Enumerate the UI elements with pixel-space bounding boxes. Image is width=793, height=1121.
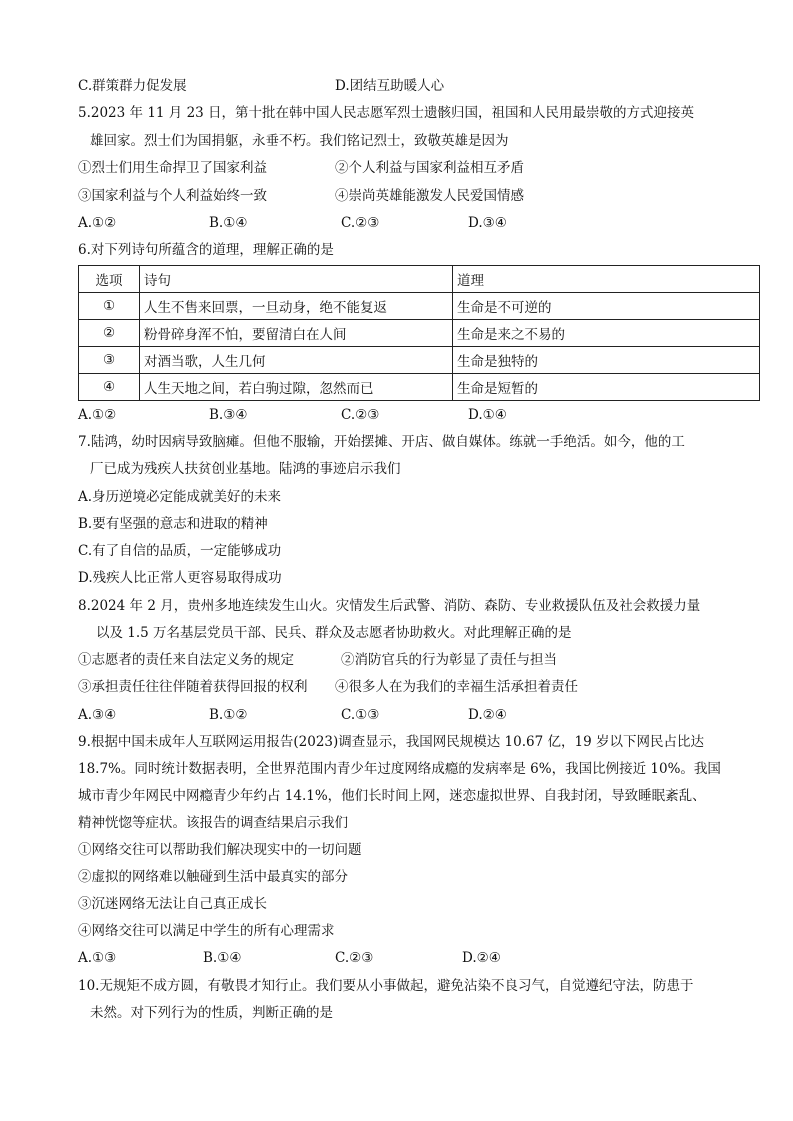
q9-option-a: A.①③ (78, 950, 117, 966)
q8-stem-line2: 以及 1.5 万名基层党员干部、民兵、群众及志愿者协助救火。对此理解正确的是 (96, 625, 572, 641)
q7-option-a: A.身历逆境必定能成就美好的未来 (78, 489, 282, 505)
row-option: ② (79, 320, 140, 347)
q7-option-d: D.残疾人比正常人更容易取得成功 (78, 570, 282, 586)
q9-stem-line4: 精神恍惚等症状。该报告的调查结果启示我们 (78, 815, 348, 831)
q10-stem-line1: 10.无规矩不成方圆，有敬畏才知行止。我们要从小事做起，避免沾染不良习气，自觉遵纪守法，防患于 (78, 978, 694, 994)
q4-option-c: C.群策群力促发展 (78, 78, 187, 94)
row-poem: 粉骨碎身浑不怕，要留清白在人间 (140, 320, 453, 347)
q8-option-c: C.①③ (341, 707, 380, 723)
row-poem: 对酒当歌，人生几何 (140, 347, 453, 374)
q5-statement-1: ①烈士们用生命捍卫了国家利益 (78, 160, 267, 176)
table-row (79, 293, 760, 320)
header-poem: 诗句 (140, 266, 453, 293)
q7-option-c: C.有了自信的品质，一定能够成功 (78, 543, 282, 559)
q7-stem-line2: 厂已成为残疾人扶贫创业基地。陆鸿的事迹启示我们 (90, 461, 401, 477)
q6-option-b: B.③④ (209, 407, 248, 423)
q5-stem-line2: 雄回家。烈士们为国捐躯，永垂不朽。我们铭记烈士，致敬英雄是因为 (90, 133, 509, 149)
table-row (79, 320, 760, 347)
q8-statement-4: ④很多人在为我们的幸福生活承担着责任 (335, 679, 578, 695)
row-poem: 人生不售来回票，一旦动身，绝不能复返 (140, 293, 453, 320)
row-reason: 生命是不可逆的 (453, 293, 760, 320)
q5-option-c: C.②③ (341, 215, 380, 231)
q9-statement-2: ②虚拟的网络难以触碰到生活中最真实的部分 (78, 869, 348, 885)
table-header-row (79, 266, 760, 293)
row-reason: 生命是来之不易的 (453, 320, 760, 347)
q4-option-d: D.团结互助暖人心 (335, 78, 445, 94)
q8-option-a: A.③④ (78, 707, 117, 723)
q9-statement-1: ①网络交往可以帮助我们解决现实中的一切问题 (78, 842, 362, 858)
q5-statement-3: ③国家利益与个人利益始终一致 (78, 188, 267, 204)
q6-stem: 6.对下列诗句所蕴含的道理，理解正确的是 (78, 242, 334, 258)
q5-statement-2: ②个人利益与国家利益相互矛盾 (335, 160, 524, 176)
q7-stem-line1: 7.陆鸿，幼时因病导致脑瘫。但他不服输，开始摆摊、开店、做自媒体。练就一手绝活。如今，他的工 (78, 434, 685, 450)
q5-stem-line1: 5.2023 年 11 月 23 日，第十批在韩中国人民志愿军烈士遗骸归国，祖国和人民用最崇敬的方式迎接英 (78, 105, 695, 121)
q9-stem-line2: 18.7%。同时统计数据表明，全世界范围内青少年过度网络成瘾的发病率是 6%，我国比例接近 10%。我国 (78, 761, 721, 777)
header-option: 选项 (79, 266, 140, 293)
q9-stem-line3: 城市青少年网民中网瘾青少年约占 14.1%，他们长时间上网，迷恋虚拟世界、自我封闭，导致睡眠紊乱、 (78, 788, 706, 804)
q6-option-a: A.①② (78, 407, 117, 423)
q9-option-b: B.①④ (203, 950, 242, 966)
q9-statement-3: ③沉迷网络无法让自己真正成长 (78, 896, 267, 912)
row-reason: 生命是短暂的 (453, 374, 760, 401)
q8-statement-2: ②消防官兵的行为彰显了责任与担当 (341, 652, 557, 668)
q5-option-d: D.③④ (468, 215, 507, 231)
q8-option-b: B.①② (209, 707, 248, 723)
q8-statement-1: ①志愿者的责任来自法定义务的规定 (78, 652, 294, 668)
row-option: ① (79, 293, 140, 320)
q8-option-d: D.②④ (468, 707, 507, 723)
table-row (79, 374, 760, 401)
q6-option-d: D.①④ (468, 407, 507, 423)
row-poem: 人生天地之间，若白驹过隙，忽然而已 (140, 374, 453, 401)
q8-statement-3: ③承担责任往往伴随着获得回报的权利 (78, 679, 308, 695)
q7-option-b: B.要有坚强的意志和进取的精神 (78, 516, 268, 532)
header-reason: 道理 (453, 266, 760, 293)
q5-option-a: A.①② (78, 215, 117, 231)
q10-stem-line2: 未然。对下列行为的性质，判断正确的是 (90, 1005, 333, 1021)
q5-statement-4: ④崇尚英雄能激发人民爱国情感 (335, 188, 524, 204)
q9-stem-line1: 9.根据中国未成年人互联网运用报告(2023)调查显示，我国网民规模达 10.67 亿，19 岁以下网民占比达 (78, 734, 704, 750)
q6-poem-table (78, 265, 760, 401)
row-option: ④ (79, 374, 140, 401)
q5-option-b: B.①④ (209, 215, 248, 231)
table-row (79, 347, 760, 374)
row-option: ③ (79, 347, 140, 374)
q9-option-c: C.②③ (335, 950, 374, 966)
row-reason: 生命是独特的 (453, 347, 760, 374)
q9-statement-4: ④网络交往可以满足中学生的所有心理需求 (78, 923, 335, 939)
q6-option-c: C.②③ (341, 407, 380, 423)
q9-option-d: D.②④ (462, 950, 501, 966)
q8-stem-line1: 8.2024 年 2 月，贵州多地连续发生山火。灾情发生后武警、消防、森防、专业救援队伍及社会救援力量 (78, 598, 701, 614)
